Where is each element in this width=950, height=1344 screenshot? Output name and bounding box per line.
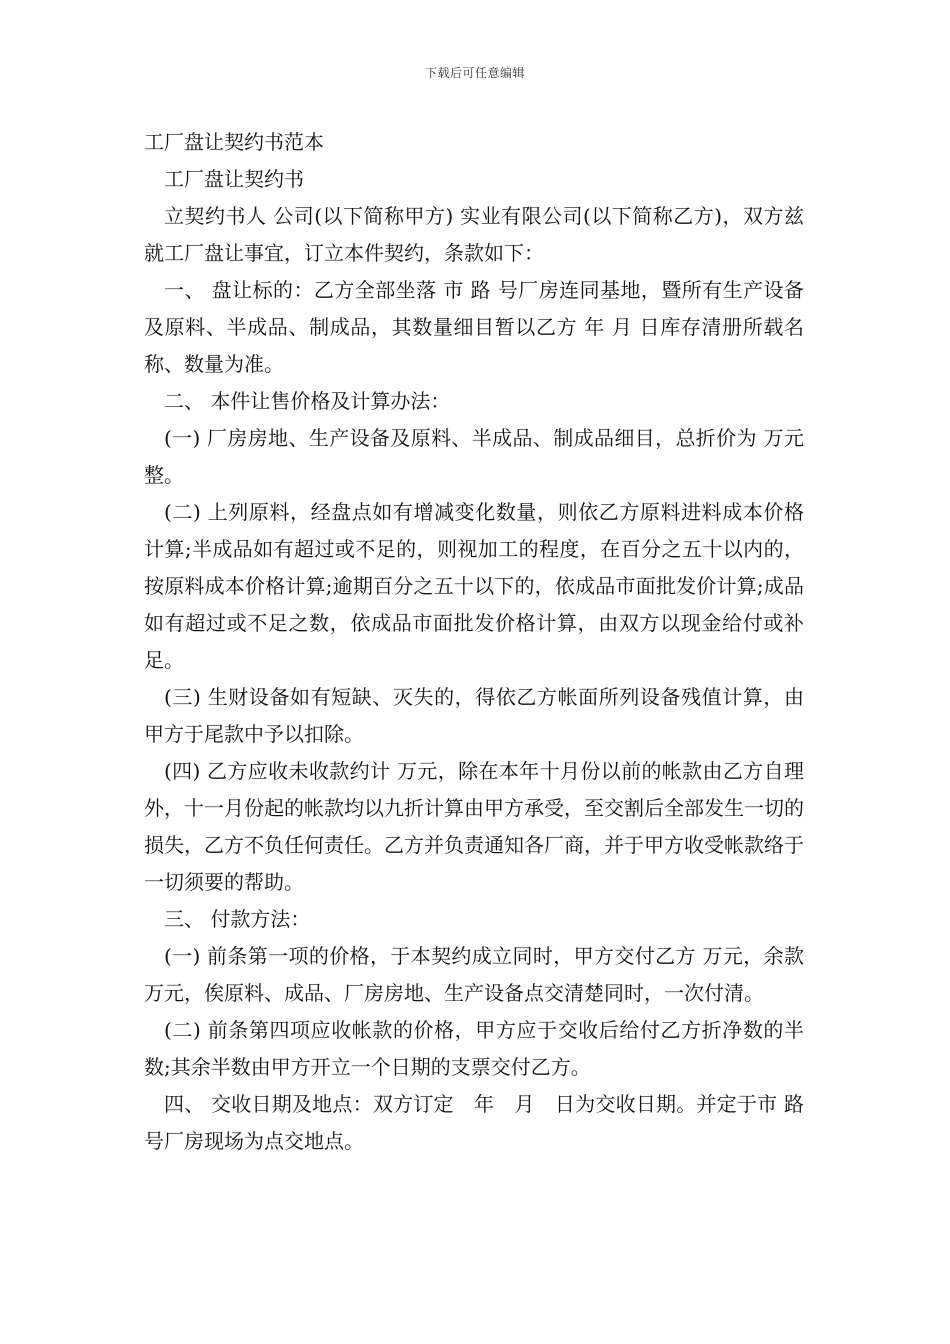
document-title: 工厂盘让契约书范本 [144, 130, 324, 154]
clause-2-item-3: (三) 生财设备如有短缺、灭失的，得依乙方帐面所列设备残值计算，由甲方于尾款中予以扣除。 [144, 685, 804, 746]
clause-3-item-2: (二) 前条第四项应收帐款的价格，甲方应于交收后给付乙方折净数的半数;其余半数由甲方开立一个日期的支票交付乙方。 [144, 1018, 804, 1079]
clause-2-item-2: (二) 上列原料，经盘点如有增减变化数量，则依乙方原料进料成本价格计算;半成品如有超过或不足的，则视加工的程度，在百分之五十以内的，按原料成本价格计算;逾期百分之五十以下的，依成品市面批发价计算;成品如有超过或不足之数，依成品市面批发价格计算，由双方以现金给付或补足。 [144, 500, 804, 672]
clause-2-heading: 二、 本件让售价格及计算办法： [164, 389, 451, 413]
contract-heading: 工厂盘让契约书 [164, 167, 304, 191]
clause-1: 一、 盘让标的：乙方全部坐落 市 路 号厂房连同基地，暨所有生产设备及原料、半成品、制成品，其数量细目暂以乙方 年 月 日库存清册所载名称、数量为准。 [144, 278, 804, 376]
clause-2-item-1: (一) 厂房房地、生产设备及原料、半成品、制成品细目，总折价为 万元整。 [144, 426, 804, 487]
clause-2-item-4: (四) 乙方应收未收款约计 万元，除在本年十月份以前的帐款由乙方自理外，十一月份起的帐款均以九折计算由甲方承受，至交割后全部发生一切的损失，乙方不负任何责任。乙方并负责通知各厂商，并于甲方收受帐款络于一切须要的帮助。 [144, 759, 804, 894]
clause-4: 四、 交收日期及地点：双方订定 年 月 日为交收日期。并定于市 路 号厂房现场为点交地点。 [144, 1092, 804, 1153]
header-note: 下载后可任意编辑 [424, 66, 525, 80]
document-body [144, 124, 804, 1160]
clause-3-item-1: (一) 前条第一项的价格，于本契约成立同时，甲方交付乙方 万元，余款 万元，俟原料、成品、厂房房地、生产设备点交清楚同时，一次付清。 [144, 944, 804, 1005]
paragraph-parties: 立契约书人 公司(以下简称甲方) 实业有限公司(以下简称乙方)，双方兹就工厂盘让事宜，订立本件契约，条款如下： [144, 204, 804, 265]
clause-3-heading: 三、 付款方法： [164, 907, 311, 931]
